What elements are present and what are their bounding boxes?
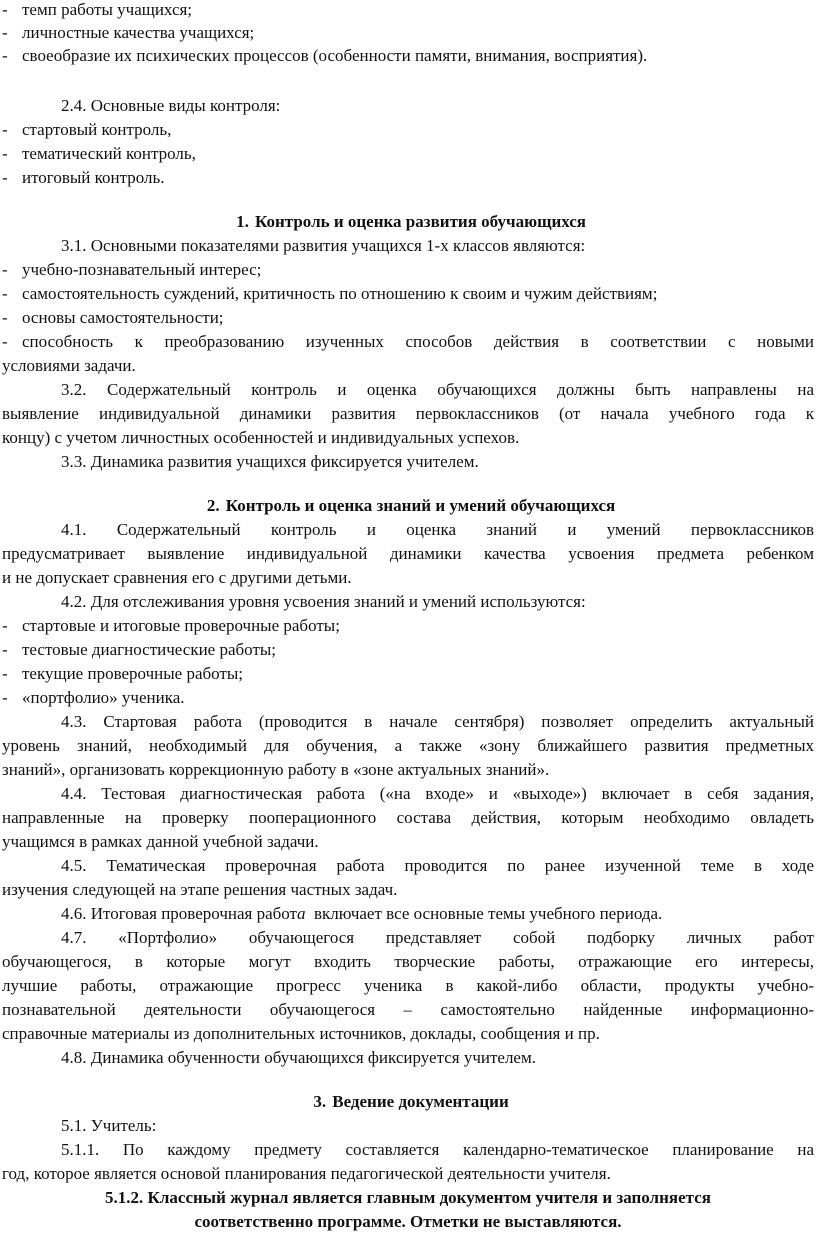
paragraph-5-1-2-line: соответственно программе. Отметки не выставляются. xyxy=(194,1212,622,1231)
list-item: - способность к преобразованию изученных способов действия в соответствии с новыми xyxy=(2,332,814,351)
paragraph-4-2: 4.2. Для отслеживания уровня усвоения знаний и умений используются: xyxy=(61,592,586,611)
list-item: - стартовые и итоговые проверочные работы; xyxy=(2,616,340,635)
list-item: - темп работы учащихся; xyxy=(2,0,193,19)
paragraph-4-6: 4.6. Итоговая проверочная работа включает все основные темы учебного периода. xyxy=(61,904,663,923)
paragraph-4-7-line: познавательной деятельности обучающегося – самостоятельно найденные информационно- xyxy=(2,1000,814,1019)
section-heading-2: 2. Контроль и оценка знаний и умений обучающихся xyxy=(206,496,616,515)
paragraph-4-5-line: 4.5. Тематическая проверочная работа проводится по ранее изученной теме в ходе xyxy=(61,856,814,875)
paragraph-5-1: 5.1. Учитель: xyxy=(61,1116,157,1135)
paragraph-4-3-line: 4.3. Стартовая работа (проводится в начале сентября) позволяет определить актуальный xyxy=(61,712,814,731)
paragraph-4-1-line: предусматривает выявление индивидуальной динамики качества усвоения предмета ребенком xyxy=(2,544,814,563)
paragraph-3-2-line: выявление индивидуальной динамики развития первоклассников (от начала учебного года к xyxy=(2,404,814,423)
list-item: - самостоятельность суждений, критичность по отношению к своим и чужим действиям; xyxy=(2,284,658,303)
list-item: - своеобразие их психических процессов (особенности памяти, внимания, восприятия). xyxy=(2,46,648,65)
paragraph-3-2-line: концу) с учетом личностных особенностей и индивидуальных успехов. xyxy=(2,428,520,447)
paragraph-5-1-1-line: год, которое является основой планирования педагогической деятельности учителя. xyxy=(2,1164,611,1183)
paragraph-5-1-1-line: 5.1.1. По каждому предмету составляется календарно-тематическое планирование на xyxy=(61,1140,814,1159)
list-item-continuation: условиями задачи. xyxy=(2,356,136,375)
paragraph-2-4: 2.4. Основные виды контроля: xyxy=(61,96,281,115)
list-item: - «портфолио» ученика. xyxy=(2,688,185,707)
paragraph-3-1: 3.1. Основными показателями развития учащихся 1-х классов являются: xyxy=(61,236,586,255)
paragraph-4-8: 4.8. Динамика обученности обучающихся фиксируется учителем. xyxy=(61,1048,536,1067)
section-heading-1: 1. Контроль и оценка развития обучающихся xyxy=(236,212,586,231)
paragraph-4-7-line: 4.7. «Портфолио» обучающегося представляет собой подборку личных работ xyxy=(61,928,814,947)
paragraph-4-7-line: лучшие работы, отражающие прогресс ученика в какой-либо области, продукты учебно- xyxy=(2,976,814,995)
paragraph-4-1-line: 4.1. Содержательный контроль и оценка знаний и умений первоклассников xyxy=(61,520,814,539)
paragraph-4-4-line: направленные на проверку пооперационного состава действия, которым необходимо овладеть xyxy=(2,808,814,827)
section-heading-3: 3. Ведение документации xyxy=(313,1092,509,1111)
list-item: - текущие проверочные работы; xyxy=(2,664,244,683)
paragraph-4-4-line: 4.4. Тестовая диагностическая работа («на входе» и «выходе») включает в себя задания, xyxy=(61,784,814,803)
paragraph-4-1-line: и не допускает сравнения его с другими детьми. xyxy=(2,568,352,587)
paragraph-3-2-line: 3.2. Содержательный контроль и оценка обучающихся должны быть направлены на xyxy=(61,380,814,399)
list-item: - тестовые диагностические работы; xyxy=(2,640,277,659)
list-item: - личностные качества учащихся; xyxy=(2,23,255,42)
paragraph-4-5-line: изучения следующей на этапе решения частных задач. xyxy=(2,880,398,899)
paragraph-4-7-line: обучающегося, в которые могут входить творческие работы, отражающие его интересы, xyxy=(2,952,814,971)
paragraph-4-7-line: справочные материалы из дополнительных источников, доклады, сообщения и пр. xyxy=(2,1024,600,1043)
list-item: - стартовый контроль, xyxy=(2,120,172,139)
paragraph-4-4-line: учащимся в рамках данной учебной задачи. xyxy=(2,832,319,851)
list-item: - тематический контроль, xyxy=(2,144,196,163)
paragraph-4-3-line: уровень знаний, необходимый для обучения, а также «зону ближайшего развития предметных xyxy=(2,736,814,755)
paragraph-4-3-line: знаний», организовать коррекционную работу в «зоне актуальных знаний». xyxy=(2,760,550,779)
list-item: - основы самостоятельности; xyxy=(2,308,224,327)
list-item: - учебно-познавательный интерес; xyxy=(2,260,262,279)
paragraph-3-3: 3.3. Динамика развития учащихся фиксируется учителем. xyxy=(61,452,479,471)
list-item: - итоговый контроль. xyxy=(2,168,165,187)
paragraph-5-1-2-line: 5.1.2. Классный журнал является главным документом учителя и заполняется xyxy=(105,1188,711,1207)
